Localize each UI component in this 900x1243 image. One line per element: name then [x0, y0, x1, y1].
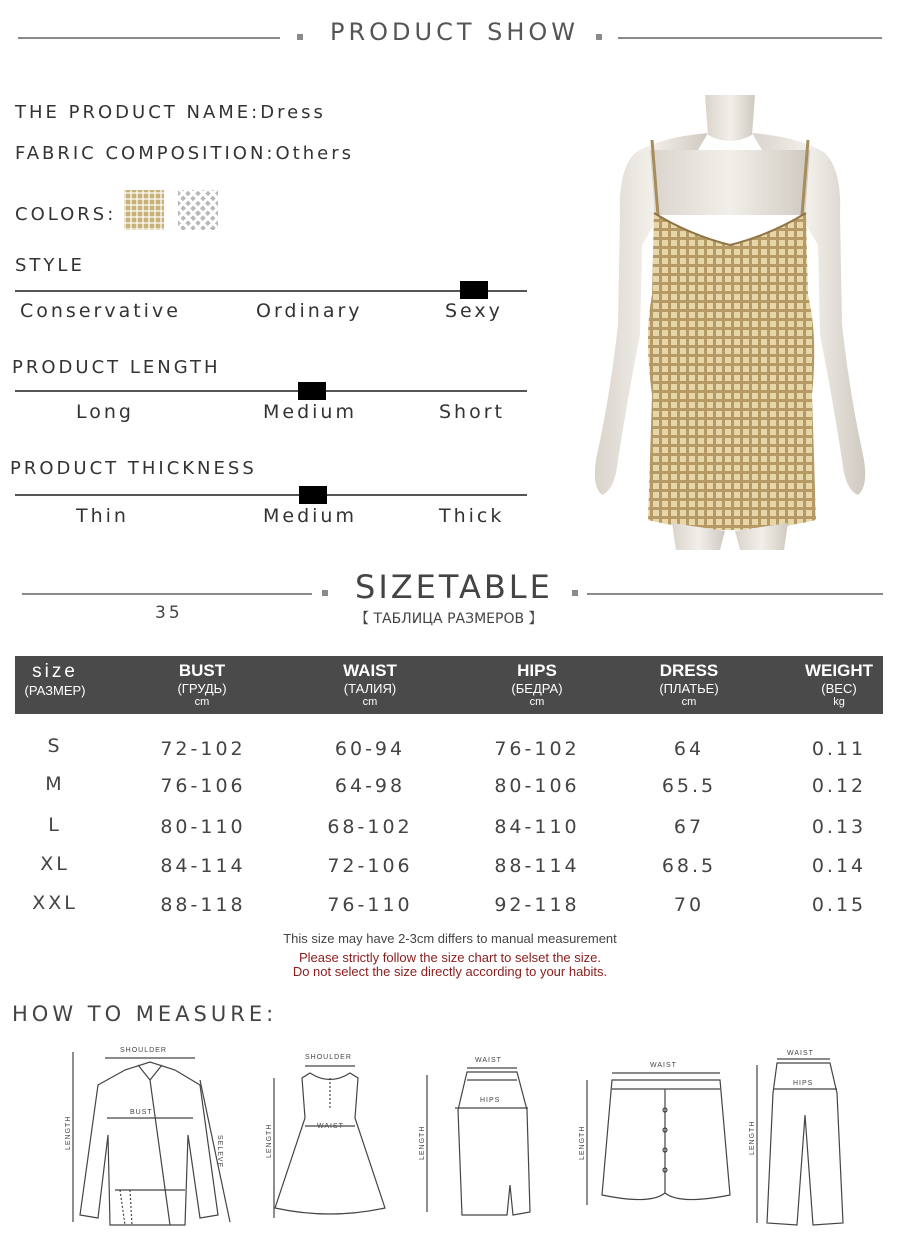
header-waist-main: WAIST [343, 661, 397, 680]
length-label: LENGTH [579, 1125, 586, 1160]
header-dress-main: DRESS [659, 661, 719, 680]
length-label: LENGTH [419, 1125, 426, 1160]
thickness-option-medium: Medium [263, 505, 357, 527]
header-dot-left [297, 34, 303, 40]
cell-bust: 72-102 [160, 738, 246, 760]
waist-label: WAIST [650, 1062, 677, 1069]
length-option-long: Long [76, 401, 134, 423]
style-option-sexy: Sexy [445, 300, 503, 322]
thickness-scale-line [15, 494, 527, 496]
sizetable-rule-left [22, 593, 312, 595]
length-label: PRODUCT LENGTH [12, 357, 221, 378]
sizetable-dot-left [322, 590, 328, 596]
cell-size: XL [40, 853, 70, 875]
length-label: LENGTH [65, 1115, 72, 1150]
jacket-measure-diagram [60, 1040, 235, 1230]
header-dot-right [596, 34, 602, 40]
length-option-short: Short [439, 401, 505, 423]
cell-hips: 84-110 [494, 816, 580, 838]
waist-label: WAIST [787, 1050, 814, 1057]
header-weight [769, 656, 900, 708]
product-name-line [15, 102, 326, 123]
thickness-marker [299, 486, 327, 504]
dress-measure-diagram [260, 1048, 400, 1223]
header-size-ru: (РАЗМЕР) [24, 683, 86, 698]
product-name-label: THE PRODUCT NAME: [15, 102, 261, 123]
sleeve-label: SELEVE [216, 1135, 223, 1169]
cell-waist: 72-106 [327, 855, 413, 877]
header-waist-unit: cm [362, 696, 378, 708]
header-waist-ru: (ТАЛИЯ) [343, 681, 397, 696]
thickness-option-thin: Thin [76, 505, 129, 527]
header-weight-main: WEIGHT [805, 661, 873, 680]
color-swatch-gold[interactable] [124, 190, 164, 230]
cell-bust: 88-118 [160, 894, 246, 916]
pants-measure-diagram [745, 1045, 865, 1230]
fabric-label: FABRIC COMPOSITION: [15, 143, 276, 164]
cell-dress: 68.5 [661, 855, 717, 877]
length-label: LENGTH [266, 1123, 273, 1158]
sizetable-dot-right [572, 590, 578, 596]
header-weight-ru: (ВЕС) [821, 681, 857, 696]
hips-label: HIPS [480, 1097, 501, 1104]
side-number: 35 [155, 603, 183, 623]
cell-dress: 70 [673, 894, 705, 916]
style-option-conservative: Conservative [20, 300, 181, 322]
skirt-measure-diagram [410, 1050, 540, 1225]
cell-bust: 80-110 [160, 816, 246, 838]
size-note-habits: Do not select the size directly according to your habits. [292, 964, 608, 979]
product-show-title: PRODUCT SHOW [330, 18, 580, 46]
cell-waist: 76-110 [327, 894, 413, 916]
length-marker [298, 382, 326, 400]
header-size [0, 656, 125, 698]
cell-weight: 0.12 [811, 775, 867, 797]
waist-label: WAIST [475, 1057, 502, 1064]
header-hips [467, 656, 607, 708]
size-note-measurement: This size may have 2-3cm differs to manual measurement [283, 931, 617, 946]
sizetable-subtitle: 【 ТАБЛИЦА РАЗМЕРОВ 】 [355, 611, 543, 627]
cell-weight: 0.14 [811, 855, 867, 877]
fabric-line [15, 143, 354, 164]
cell-waist: 68-102 [327, 816, 413, 838]
cell-bust: 84-114 [160, 855, 246, 877]
header-bust-unit: cm [194, 696, 210, 708]
cell-bust: 76-106 [160, 775, 246, 797]
style-scale-line [15, 290, 527, 292]
header-hips-ru: (БЕДРА) [511, 681, 563, 696]
sizetable-title: SIZETABLE [355, 568, 553, 606]
cell-hips: 76-102 [494, 738, 580, 760]
cell-hips: 80-106 [494, 775, 580, 797]
color-swatch-silver[interactable] [178, 190, 218, 230]
colors-label: COLORS: [15, 204, 117, 225]
sizetable-rule-right [587, 593, 883, 595]
cell-weight: 0.11 [811, 738, 867, 760]
waist-label: WAIST [317, 1123, 344, 1130]
header-dress-unit: cm [681, 696, 697, 708]
header-weight-unit: kg [833, 696, 845, 708]
shoulder-label: SHOULDER [120, 1047, 167, 1054]
thickness-label: PRODUCT THICKNESS [10, 458, 257, 479]
header-size-main: size [32, 661, 78, 682]
cell-weight: 0.13 [811, 816, 867, 838]
product-photo [580, 95, 880, 555]
header-dress [619, 656, 759, 708]
size-note-follow-chart: Please strictly follow the size chart to selset the size. [298, 950, 601, 965]
how-to-measure-title: HOW TO MEASURE: [12, 1002, 278, 1026]
thickness-option-thick: Thick [439, 505, 505, 527]
cell-size: XXL [32, 892, 78, 914]
length-scale-line [15, 390, 527, 392]
cell-waist: 60-94 [334, 738, 406, 760]
header-dress-ru: (ПЛАТЬЕ) [659, 681, 719, 696]
style-option-ordinary: Ordinary [256, 300, 363, 322]
cell-size: S [47, 735, 63, 757]
cell-hips: 92-118 [494, 894, 580, 916]
header-bust-main: BUST [178, 661, 226, 680]
cell-size: L [48, 814, 62, 836]
cell-weight: 0.15 [811, 894, 867, 916]
product-name-value: Dress [260, 102, 326, 123]
header-bust-ru: (ГРУДЬ) [177, 681, 227, 696]
cell-dress: 65.5 [661, 775, 717, 797]
cell-size: M [45, 773, 65, 795]
fabric-value: Others [275, 143, 354, 164]
shoulder-label: SHOULDER [305, 1054, 352, 1061]
length-option-medium: Medium [263, 401, 357, 423]
size-table-header [15, 656, 883, 714]
cell-dress: 64 [673, 738, 705, 760]
header-rule-right [618, 37, 882, 39]
style-marker [460, 281, 488, 299]
header-waist [300, 656, 440, 708]
header-hips-unit: cm [529, 696, 545, 708]
header-rule-left [18, 37, 280, 39]
length-label: LENGTH [749, 1120, 756, 1155]
cell-waist: 64-98 [334, 775, 406, 797]
cell-hips: 88-114 [494, 855, 580, 877]
shorts-measure-diagram [570, 1055, 750, 1215]
bust-label: BUST [130, 1109, 153, 1116]
style-label: STYLE [15, 255, 85, 276]
hips-label: HIPS [793, 1080, 814, 1087]
header-bust [132, 656, 272, 708]
header-hips-main: HIPS [517, 661, 557, 680]
cell-dress: 67 [673, 816, 705, 838]
